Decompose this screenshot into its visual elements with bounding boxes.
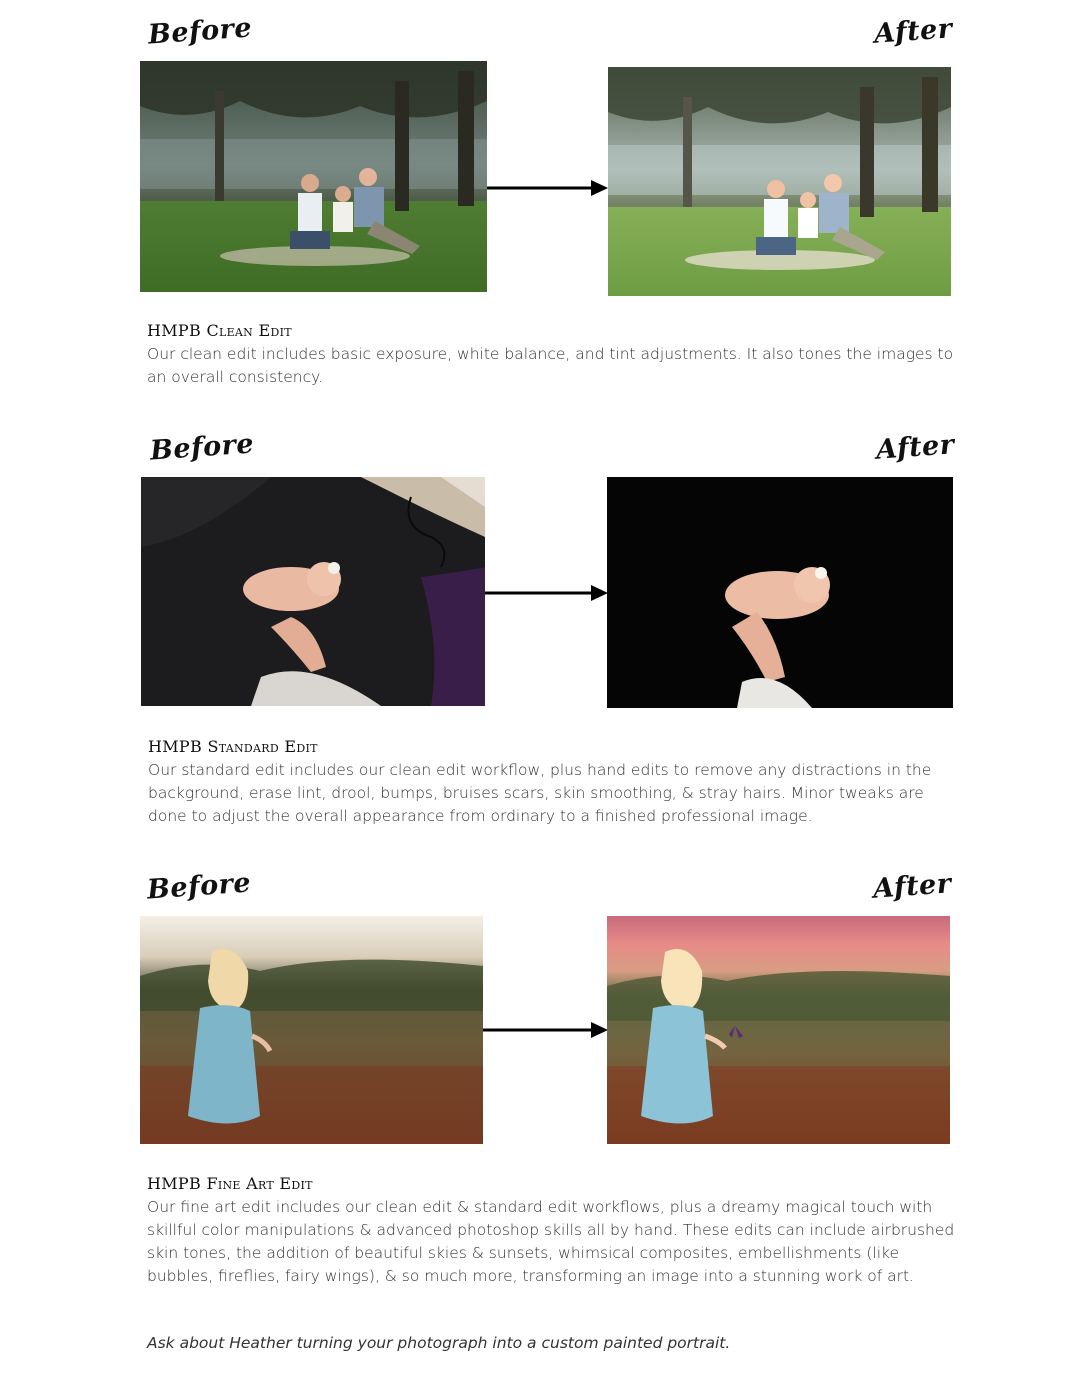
after-photo-newborn [607,477,953,708]
edit-description: Our standard edit includes our clean edit workflow, plus hand edits to remove any distractions in the background, erase lint, drool, bumps, bruises scars, skin smoothing, & stray hairs. Minor tweaks are done to adjust the overall appearance from ordinary to a finished professional image. [148,761,932,825]
after-photo-family [608,67,951,296]
before-photo-newborn [141,477,485,706]
arrow-icon [487,178,608,198]
after-label: After [875,429,956,466]
edit-description: Our fine art edit includes our clean edit & standard edit workflows, plus a dreamy magical touch with skillful color manipulations & advanced photoshop skills all by hand. These edits can include airbrushed skin tones, the addition of beautiful skies & sunsets, whimsical composites, embellishments (like bubbles, fireflies, fairy wings), & so much more, transforming an image into a stunning work of art. [147,1198,955,1285]
edit-description: Our clean edit includes basic exposure, white balance, and tint adjustments. It also tones the images to an overall consistency. [147,345,954,386]
footer-note: Ask about Heather turning your photograph into a custom painted portrait. [147,1334,731,1352]
edit-title: HMPB Clean Edit [147,321,292,340]
before-label: Before [147,12,253,51]
before-label: Before [149,428,255,467]
after-label: After [872,868,953,905]
after-label: After [873,13,954,50]
before-photo-family [140,61,487,292]
arrow-icon [485,583,608,603]
arrow-icon [483,1020,608,1040]
edit-title: HMPB Fine Art Edit [147,1174,313,1193]
before-label: Before [146,867,252,906]
after-photo-girl [607,916,950,1144]
edit-title: HMPB Standard Edit [148,737,318,756]
before-photo-girl [140,916,483,1144]
